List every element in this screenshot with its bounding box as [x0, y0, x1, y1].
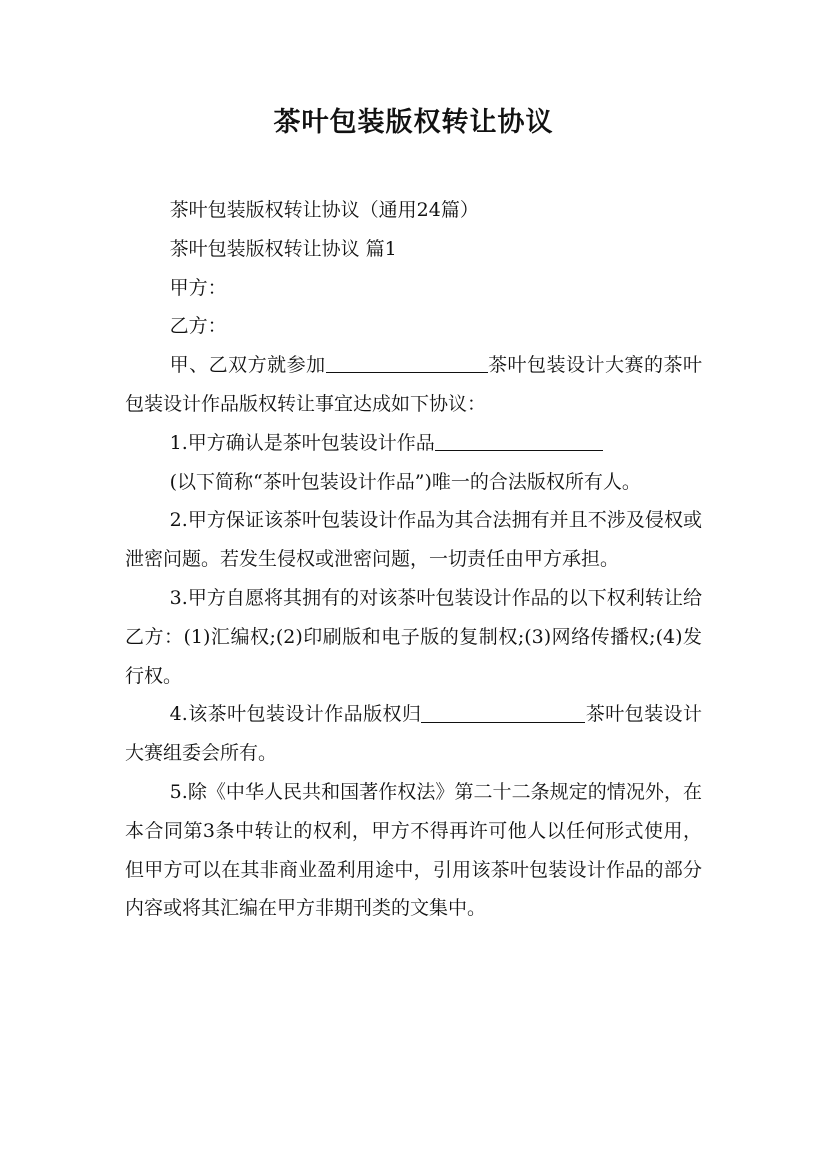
document-subtitle: 茶叶包装版权转让协议（通用24篇） — [169, 199, 479, 221]
work-name-blank — [435, 431, 603, 451]
clause-1-continuation: (以下简称“茶叶包装设计作品”)唯一的合法版权所有人。 — [169, 470, 641, 493]
clause-4-text-start: 4.该茶叶包装设计作品版权归 — [169, 703, 422, 726]
document-title: 茶叶包装版权转让协议 — [273, 107, 554, 138]
section-heading: 茶叶包装版权转让协议 篇1 — [169, 237, 397, 260]
owner-blank — [421, 703, 585, 723]
intro-text-end: 茶叶包装设计大赛的茶叶包装设计作品版权转让事宜达成如下协议： — [125, 354, 702, 415]
intro-text-start: 甲、乙双方就参加 — [169, 354, 326, 377]
party-a-label: 甲方： — [169, 276, 227, 299]
contest-name-blank — [326, 353, 488, 373]
clause-1-text-start: 1.甲方确认是茶叶包装设计作品 — [169, 431, 435, 454]
clause-1 — [125, 424, 702, 463]
intro-paragraph — [125, 346, 702, 424]
clause-2: 2.甲方保证该茶叶包装设计作品为其合法拥有并且不涉及侵权或泄密问题。若发生侵权或泄密问题，一切责任由甲方承担。 — [125, 509, 702, 571]
party-b-label: 乙方： — [169, 315, 227, 338]
clause-4-text-end: 茶叶包装设计大赛组委会所有。 — [125, 703, 702, 765]
clause-4 — [125, 695, 702, 773]
clause-3: 3.甲方自愿将其拥有的对该茶叶包装设计作品的以下权利转让给乙方：(1)汇编权;(2)印刷版和电子版的复制权;(3)网络传播权;(4)发行权。 — [125, 586, 702, 687]
document-body — [125, 191, 702, 928]
clause-5: 5.除《中华人民共和国著作权法》第二十二条规定的情况外，在本合同第3条中转让的权利，甲方不得再许可他人以任何形式使用，但甲方可以在其非商业盈利用途中，引用该茶叶包装设计作品的部分内容或将其汇编在甲方非期刊类的文集中。 — [125, 780, 702, 920]
